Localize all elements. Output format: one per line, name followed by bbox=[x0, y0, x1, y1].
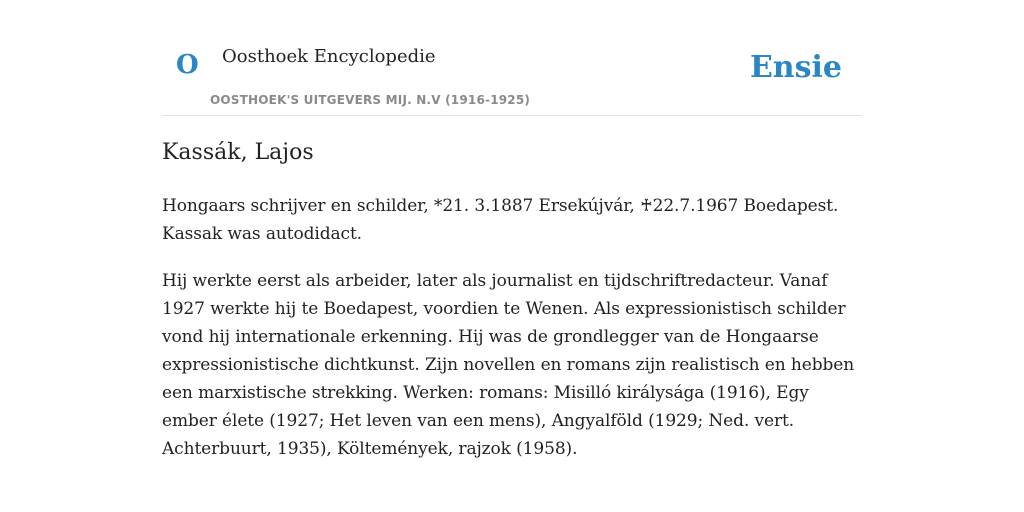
brand-logo-link[interactable]: Ensie bbox=[749, 50, 842, 85]
entry-paragraph-2: Hij werkte eerst als arbeider, later als journalist en tijdschriftredacteur. Vanaf 1927 werkte hij te Boedapest, voordien te Wenen. Als expressionistisch schilder vond hij internationale erkenning. Hij was de grondlegger van de Hongaarse expressionistische dichtkunst. Zijn novellen en romans zijn realistisch en hebben een marxistische strekking. Werken: romans: Misilló királysága (1916), Egy ember élete (1927; Het leven van een mens), Angyalföld (1929; Ned. vert. Achterbuurt, 1935), Költemények, rajzok (1958). bbox=[162, 271, 855, 459]
entry-title: Kassák, Lajos bbox=[162, 140, 314, 165]
source-logo[interactable]: O bbox=[176, 50, 199, 80]
entry-paragraph-1: Hongaars schrijver en schilder, *21. 3.1887 Ersekújvár, ♰22.7.1967 Boedapest. Kassak was autodidact. bbox=[162, 196, 839, 244]
header bbox=[162, 40, 862, 116]
source-title-link[interactable]: Oosthoek Encyclopedie bbox=[222, 46, 436, 67]
publisher-label: OOSTHOEK'S UITGEVERS MIJ. N.V (1916-1925) bbox=[210, 93, 531, 107]
